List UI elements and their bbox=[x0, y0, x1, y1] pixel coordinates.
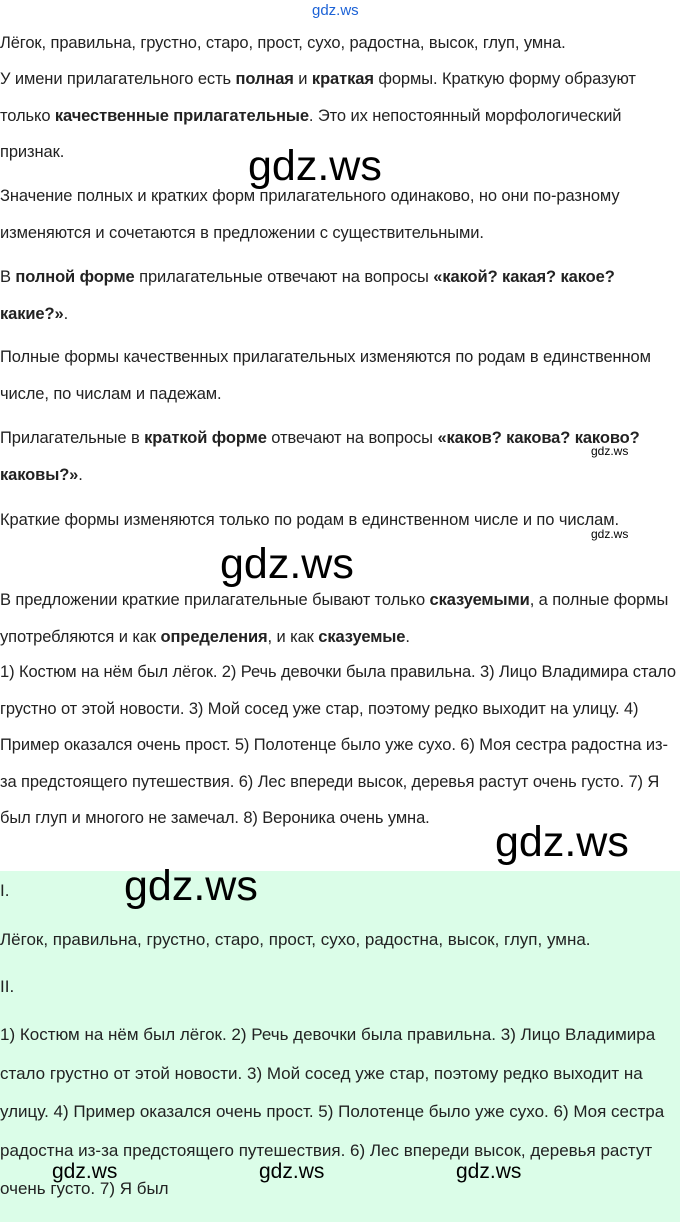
section-heading-2: II. bbox=[0, 977, 15, 996]
text: . bbox=[78, 465, 83, 484]
answer-box-sentences: 1) Костюм на нём был лёгок. 2) Речь девочки была правильна. 3) Лицо Владимира стало грустно от этой новости. 3) Мой сосед уже стар, поэтому редко выходит на улицу. 4) Пример оказался очень прост. 5) Полотенце было уже сухо. 6) Моя сестра радостна из-за предстоящего путешествия. 6) Лес впереди высок, деревья растут очень густо. 7) Я был bbox=[0, 1025, 665, 1198]
watermark: gdz.ws bbox=[124, 862, 258, 910]
text: формы. Краткую форму образуют только bbox=[0, 70, 636, 125]
bold-term: краткой форме bbox=[144, 429, 267, 447]
watermark: gdz.ws bbox=[52, 1160, 118, 1183]
text: , а полные формы употребляются и как bbox=[0, 591, 669, 646]
answer-box-line: Лёгок, правильна, грустно, старо, прост, сухо, радостна, высок, глуп, умна. bbox=[0, 930, 591, 949]
bold-term: сказуемыми bbox=[429, 591, 530, 609]
bold-term: полная bbox=[235, 70, 294, 88]
text: В bbox=[0, 268, 16, 286]
section-heading-1: I. bbox=[0, 881, 10, 900]
bold-term: качественные прилагательные bbox=[54, 106, 309, 125]
text: . Это их непостоянный морфологический признак. bbox=[0, 106, 622, 161]
watermark: gdz.ws bbox=[220, 540, 354, 588]
text: . bbox=[405, 627, 410, 646]
text: отвечают на вопросы bbox=[266, 429, 438, 447]
bold-term: определения bbox=[160, 627, 268, 646]
paragraph-full-form bbox=[0, 259, 680, 332]
watermark: gdz.ws bbox=[259, 1160, 325, 1183]
watermark: gdz.ws bbox=[591, 527, 629, 541]
bold-term: сказуемые bbox=[318, 627, 406, 646]
bold-term: «каков? какова? каково? каковы?» bbox=[0, 429, 640, 484]
paragraph-sentences: 1) Костюм на нём был лёгок. 2) Речь девочки была правильна. 3) Лицо Владимира стало грустно от этой новости. 3) Мой сосед уже стар, поэтому редко выходит на улицу. 4) Пример оказался очень прост. 5) Полотенце было уже сухо. 6) Моя сестра радостна из-за предстоящего путешествия. 6) Лес впереди высок, деревья растут очень густо. 7) Я был глуп и многого не замечал. 8) Вероника очень умна. bbox=[0, 663, 676, 827]
text: и bbox=[293, 70, 312, 88]
watermark: gdz.ws bbox=[248, 142, 382, 190]
bold-term: «какой? какая? какое? какие?» bbox=[0, 268, 615, 323]
text: . bbox=[63, 304, 69, 323]
bold-term: полной форме bbox=[15, 268, 135, 286]
paragraph-syntax bbox=[0, 582, 680, 655]
text: Прилагательные в bbox=[0, 429, 145, 447]
text: У имени прилагательного есть bbox=[0, 70, 236, 88]
watermark: gdz.ws bbox=[456, 1160, 522, 1183]
watermark-top: gdz.ws bbox=[312, 2, 359, 19]
text: прилагательные отвечают на вопросы bbox=[134, 268, 434, 286]
text: В предложении краткие прилагательные бывают только bbox=[0, 591, 430, 609]
bold-term: краткая bbox=[311, 70, 374, 88]
text: , и как bbox=[267, 627, 319, 646]
paragraph-short-form bbox=[0, 420, 680, 493]
answer-line: Лёгок, правильна, грустно, старо, прост, сухо, радостна, высок, глуп, умна. bbox=[0, 34, 566, 52]
watermark: gdz.ws bbox=[495, 818, 629, 866]
paragraph-short-change: Краткие формы изменяются только по родам в единственном числе и по числам. bbox=[0, 511, 619, 529]
paragraph-meaning: Значение полных и кратких форм прилагательного одинаково, но они по-разному изменяются и сочетаются в предложении с существительными. bbox=[0, 187, 620, 242]
paragraph-full-change: Полные формы качественных прилагательных изменяются по родам в единственном числе, по числам и падежам. bbox=[0, 348, 651, 403]
watermark: gdz.ws bbox=[591, 444, 629, 458]
